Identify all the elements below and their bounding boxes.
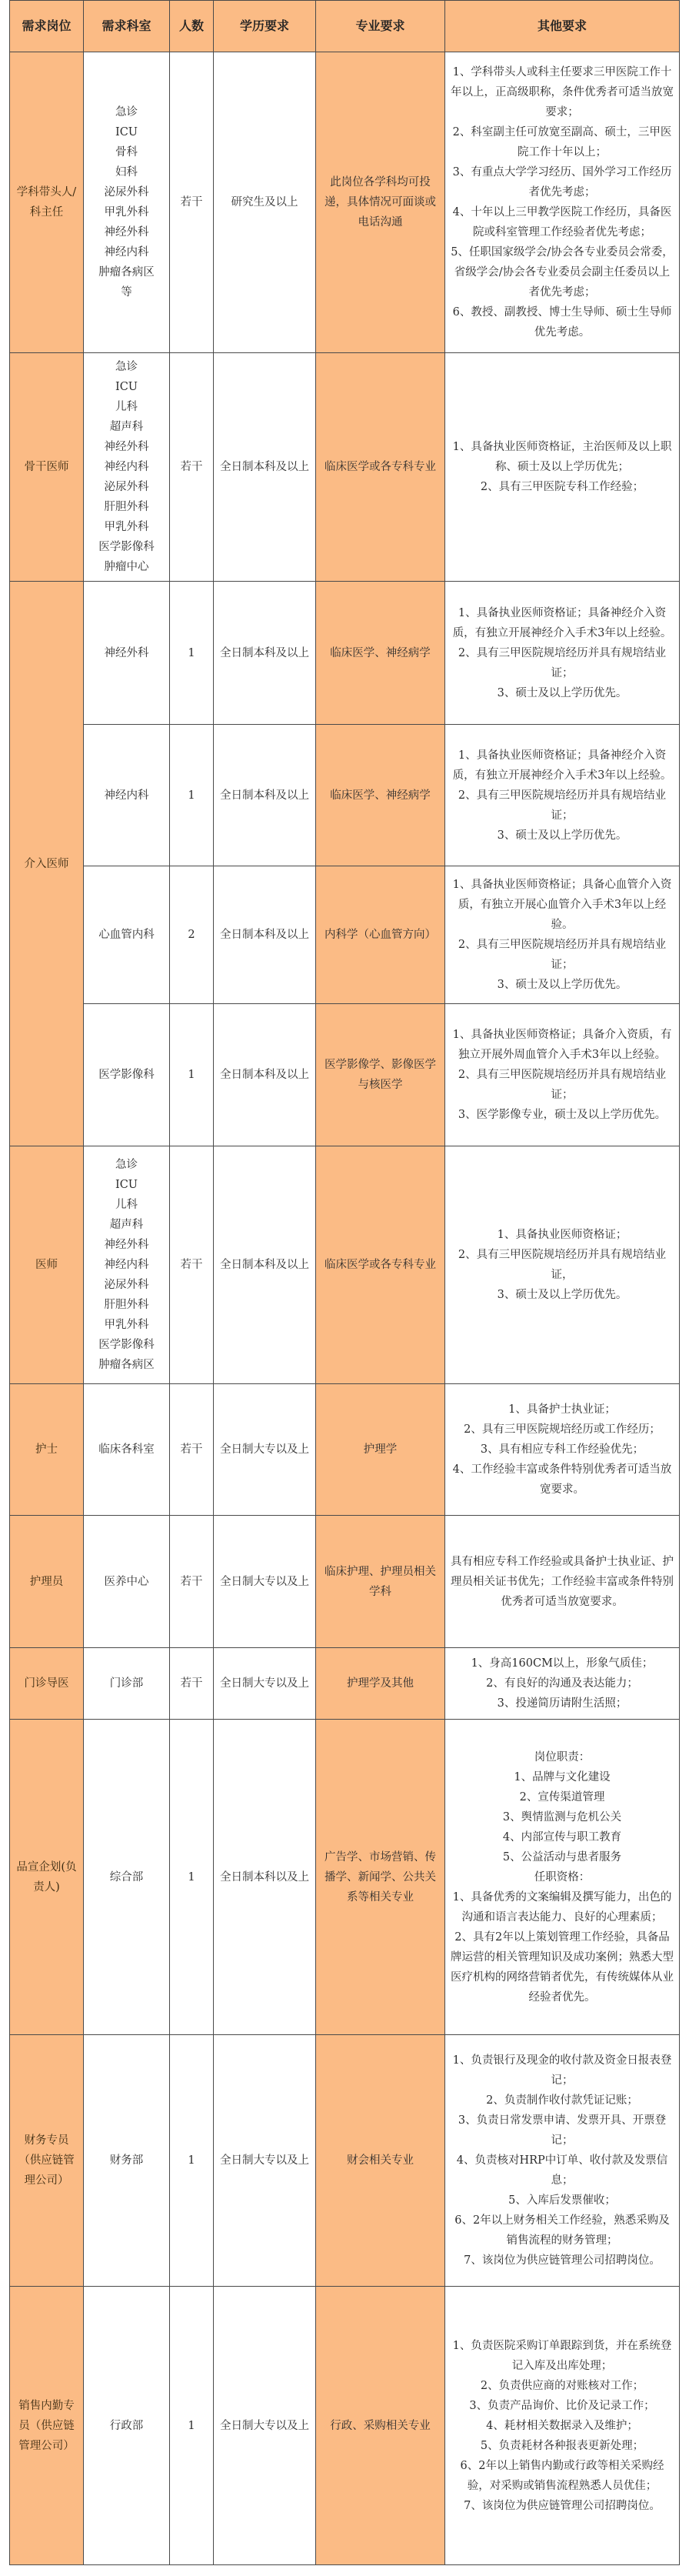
dept-cell-line: 甲乳外科 [104,1319,149,1331]
dept-cell [84,1146,170,1384]
other-cell-line: 1、具备执业医师资格证；具备神经介入资质，有独立开展神经介入手术3年以上经验。 [452,749,672,782]
table-row [10,1146,680,1384]
dept-cell-line: 神经内科 [104,1259,149,1271]
other-cell [445,1384,680,1516]
other-cell-line: 2、具有三甲医院规培经历或工作经历； [464,1423,661,1436]
other-cell-line: 2、具有三甲医院规培经历并具有规培结业证； [458,789,667,822]
table-row [10,725,680,866]
other-cell-line: 3、负责日常发票申请、发票开具、开票登记； [458,2114,667,2147]
dept-cell-line: ICU [115,381,138,393]
dept-cell-line: ICU [115,126,138,138]
count-cell: 1 [170,725,214,866]
table-row [10,1384,680,1516]
major-cell: 临床医学或各专科专业 [316,353,445,582]
dept-cell-line: 妇科 [115,166,138,179]
dept-cell-line: 肿瘤各病区 [98,266,155,279]
dept-cell-line: 医学影像科 [98,541,155,553]
other-cell-line: 1、具备执业医师资格证，主治医师及以上职称、硕士及以上学历优先； [452,441,672,473]
other-cell-line: 1、具备护士执业证； [508,1403,616,1416]
post-cell: 品宣企划(负责人) [10,1720,84,2035]
other-cell-line: 3、舆情监测与危机公关 [502,1810,622,1824]
major-cell: 广告学、市场营销、传播学、新闻学、公共关系等相关专业 [316,1720,445,2035]
dept-cell-line: 泌尿外科 [104,481,149,493]
other-cell [445,582,680,725]
count-cell: 1 [170,2287,214,2565]
education-cell: 全日制本科以及上 [214,1720,316,2035]
table-row [10,2287,680,2565]
other-cell [445,1648,680,1720]
other-cell [445,866,680,1004]
other-cell [445,1004,680,1146]
table-row [10,582,680,725]
dept-cell-line: 神经内科 [104,246,149,259]
other-cell [445,725,680,866]
dept-cell-line: 肿瘤中心 [104,561,149,573]
count-cell: 若干 [170,1146,214,1384]
other-cell-line: 3、硕士及以上学历优先。 [497,979,627,991]
dept-cell-line: 等 [121,286,132,299]
other-cell-line: 3、硕士及以上学历优先。 [497,686,627,699]
major-cell: 行政、采购相关专业 [316,2287,445,2565]
other-cell-line: 3、有重点大学学习经历、国外学习工作经历者优先考虑； [452,166,672,199]
other-cell-line: 5、公益活动与患者服务 [502,1850,622,1864]
education-cell: 全日制大专以及上 [214,1384,316,1516]
other-cell-line: 2、具有三甲医院规培经历并具有规培结业证； [458,939,667,971]
education-cell: 全日制大专以及上 [214,2035,316,2287]
education-cell: 全日制本科及以上 [214,353,316,582]
other-cell-line: 7、该岗位为供应链管理公司招聘岗位。 [464,2499,661,2512]
dept-cell-line: 神经外科 [104,1239,149,1251]
other-cell-line: 2、具有三甲医院规培经历并具有规培结业证； [458,646,667,679]
header-major: 专业要求 [316,1,445,52]
post-cell: 学科带头人/科主任 [10,52,84,353]
header-other: 其他要求 [445,1,680,52]
header-education: 学历要求 [214,1,316,52]
dept-cell-line: 行政部 [109,2419,144,2432]
other-cell [445,1720,680,2035]
dept-cell: 心血管内科 [84,866,170,1004]
dept-cell [84,1516,170,1648]
dept-cell [84,1720,170,2035]
count-cell: 1 [170,1720,214,2035]
other-cell-line: 1、身高160CM以上，形象气质佳； [471,1657,654,1670]
education-cell: 全日制本科及以上 [214,1004,316,1146]
dept-cell [84,2287,170,2565]
post-cell: 门诊导医 [10,1648,84,1720]
dept-cell-line: 急诊 [115,1159,138,1171]
header-count: 人数 [170,1,214,52]
count-cell: 2 [170,866,214,1004]
table-row [10,2035,680,2287]
other-cell-line: 6、2年以上销售内勤或行政等相关采购经验，对采购或销售流程熟悉人员优佳； [460,2459,664,2492]
other-cell-line: 3、负责产品询价、比价及记录工作； [469,2399,655,2412]
dept-cell-line: 医养中心 [104,1575,149,1588]
dept-cell [84,52,170,353]
education-cell: 全日制本科及以上 [214,725,316,866]
dept-cell: 神经外科 [84,582,170,725]
dept-cell-line: 肝胆外科 [104,501,149,513]
dept-cell-line: 骨科 [115,146,138,158]
dept-cell-line: 泌尿外科 [104,1279,149,1291]
post-cell: 骨干医师 [10,353,84,582]
dept-cell-line: 急诊 [115,361,138,373]
education-cell: 全日制大专以及上 [214,2287,316,2565]
other-cell-line: 4、内部宣传与职工教育 [502,1830,622,1844]
post-cell: 销售内勤专员（供应链管理公司） [10,2287,84,2565]
dept-cell-line: 临床各科室 [98,1443,155,1456]
other-cell-line: 2、宣传渠道管理 [519,1790,605,1804]
other-cell-line: 4、工作经验丰富或条件特别优秀者可适当放宽要求。 [452,1463,672,1496]
post-cell: 财务专员（供应链管理公司） [10,2035,84,2287]
other-cell-line: 4、耗材相关数据录入及维护； [486,2419,638,2432]
count-cell: 若干 [170,353,214,582]
dept-cell-line: 神经外科 [104,441,149,453]
other-cell-line: 7、该岗位为供应链管理公司招聘岗位。 [464,2254,661,2267]
dept-cell-line: 儿科 [115,1199,138,1211]
other-cell-line: 3、具有相应专科工作经验优先； [480,1443,644,1456]
dept-cell-line: 急诊 [115,106,138,118]
dept-cell-line: 神经内科 [104,461,149,473]
other-cell [445,52,680,353]
other-cell-line: 具有相应专科工作经验或具备护士执业证、护理员相关证书优先；工作经验丰富或条件特别优秀者可适当放宽要求。 [451,1555,674,1608]
education-cell: 全日制大专以及上 [214,1648,316,1720]
count-cell: 若干 [170,52,214,353]
dept-cell-line: 儿科 [115,401,138,413]
other-cell-line: 1、负责银行及现金的收付款及资金日报表登记； [452,2054,672,2087]
header-post: 需求岗位 [10,1,84,52]
major-cell: 临床医学或各专科专业 [316,1146,445,1384]
dept-cell-line: 医学影像科 [98,1339,155,1351]
other-cell-line: 1、负责医院采购订单跟踪到货，并在系统登记入库及出库处理； [452,2339,672,2372]
dept-cell-line: 肿瘤各病区 [98,1359,155,1371]
post-cell: 介入医师 [10,582,84,1146]
post-cell: 医师 [10,1146,84,1384]
education-cell: 研究生及以上 [214,52,316,353]
dept-cell-line: 超声科 [109,1219,144,1231]
table-row [10,866,680,1004]
other-cell-line: 任职资格： [534,1870,591,1884]
count-cell: 若干 [170,1648,214,1720]
other-cell-line: 4、十年以上三甲教学医院工作经历，具备医院或科室管理工作经验者优先考虑； [452,206,672,239]
other-cell-line: 3、硕士及以上学历优先。 [497,829,627,842]
other-cell-line: 1、具备优秀的文案编辑及撰写能力，出色的沟通和语言表达能力、良好的心理素质； [452,1890,672,1924]
major-cell: 护理学 [316,1384,445,1516]
other-cell [445,1146,680,1384]
recruitment-table [9,0,680,2565]
dept-cell-line: 财务部 [109,2154,144,2167]
other-cell-line: 1、具备执业医师资格证；具备介入资质，有独立开展外周血管介入手术3年以上经验。 [452,1029,672,1061]
other-cell [445,353,680,582]
other-cell-line: 1、具备执业医师资格证；具备神经介入资质，有独立开展神经介入手术3年以上经验。 [452,606,672,639]
other-cell-line: 1、具备执业医师资格证；具备心血管介入资质，有独立开展心血管介入手术3年以上经验。 [452,879,672,931]
education-cell: 全日制本科及以上 [214,866,316,1004]
other-cell-line: 5、负责耗材各种报表更新处理； [480,2439,644,2452]
header-dept: 需求科室 [84,1,170,52]
other-cell-line: 5、任职国家级学会/协会各专业委员会常委，省级学会/协会各专业委员会副主任委员以上者优先考虑； [451,246,674,299]
dept-cell-line: 肝胆外科 [104,1299,149,1311]
dept-cell-line: 甲乳外科 [104,206,149,219]
major-cell: 财会相关专业 [316,2035,445,2287]
other-cell-line: 2、科室副主任可放宽至副高、硕士，三甲医院工作十年以上； [452,126,672,158]
other-cell-line: 4、负责核对HRP中订单、收付款及发票信息； [456,2154,668,2187]
other-cell-line: 5、入库后发票催收； [508,2194,616,2207]
other-cell [445,2035,680,2287]
dept-cell [84,1648,170,1720]
major-cell: 护理学及其他 [316,1648,445,1720]
table-row [10,1720,680,2035]
other-cell-line: 6、教授、副教授、博士生导师、硕士生导师优先考虑。 [452,306,672,339]
other-cell-line: 6、2年以上财务相关工作经验，熟悉采购及销售流程的财务管理； [454,2214,670,2247]
dept-cell-line: 神经外科 [104,226,149,239]
major-cell: 临床医学、神经病学 [316,725,445,866]
post-cell: 护士 [10,1384,84,1516]
table-row [10,52,680,353]
dept-cell: 医学影像科 [84,1004,170,1146]
dept-cell [84,353,170,582]
dept-cell-line: 甲乳外科 [104,521,149,533]
other-cell-line: 1、品牌与文化建设 [514,1770,611,1784]
other-cell-line: 2、具有2年以上策划管理工作经验，具备品牌运营的相关管理知识及成功案例；熟悉大型医疗机构的网络营销者优先，有传统媒体从业经验者优先。 [451,1930,674,2004]
table-row [10,353,680,582]
other-cell-line: 岗位职责： [534,1750,591,1763]
dept-cell-line: 泌尿外科 [104,186,149,199]
education-cell: 全日制本科及以上 [214,582,316,725]
dept-cell: 神经内科 [84,725,170,866]
table-row [10,1516,680,1648]
other-cell-line: 3、硕士及以上学历优先。 [497,1289,627,1301]
other-cell-line: 2、有良好的沟通及表达能力； [486,1677,638,1690]
other-cell [445,1516,680,1648]
post-cell: 护理员 [10,1516,84,1648]
dept-cell [84,1384,170,1516]
count-cell: 1 [170,2035,214,2287]
major-cell: 临床护理、护理员相关学科 [316,1516,445,1648]
other-cell-line: 2、负责制作收付款凭证记账； [486,2094,638,2107]
count-cell: 若干 [170,1516,214,1648]
education-cell: 全日制大专以及上 [214,1516,316,1648]
dept-cell [84,2035,170,2287]
other-cell-line: 3、医学影像专业，硕士及以上学历优先。 [458,1109,667,1121]
dept-cell-line: 超声科 [109,421,144,433]
other-cell-line: 2、具有三甲医院规培经历并具有规培结业证； [458,1069,667,1101]
other-cell-line: 2、具有三甲医院专科工作经验； [480,481,644,493]
dept-cell-line: 综合部 [109,1870,144,1884]
count-cell: 1 [170,582,214,725]
other-cell-line: 1、具备执业医师资格证； [497,1229,627,1241]
major-cell: 内科学（心血管方向） [316,866,445,1004]
other-cell-line: 1、学科带头人或科主任要求三甲医院工作十年以上，正高级职称，条件优秀者可适当放宽要求； [451,66,674,118]
table-row [10,1004,680,1146]
major-cell: 临床医学、神经病学 [316,582,445,725]
other-cell-line: 3、投递简历请附生活照； [497,1697,627,1710]
other-cell [445,2287,680,2565]
other-cell-line: 2、负责供应商的对账核对工作； [480,2379,644,2392]
table-row [10,1648,680,1720]
count-cell: 若干 [170,1384,214,1516]
dept-cell-line: ICU [115,1179,138,1191]
count-cell: 1 [170,1004,214,1146]
other-cell-line: 2、具有三甲医院规培经历并具有规培结业证， [458,1249,667,1281]
header-row [10,1,680,52]
education-cell: 全日制本科及以上 [214,1146,316,1384]
major-cell: 医学影像学、影像医学与核医学 [316,1004,445,1146]
major-cell: 此岗位各学科均可投递，具体情况可面谈或电话沟通 [316,52,445,353]
dept-cell-line: 门诊部 [109,1677,144,1690]
